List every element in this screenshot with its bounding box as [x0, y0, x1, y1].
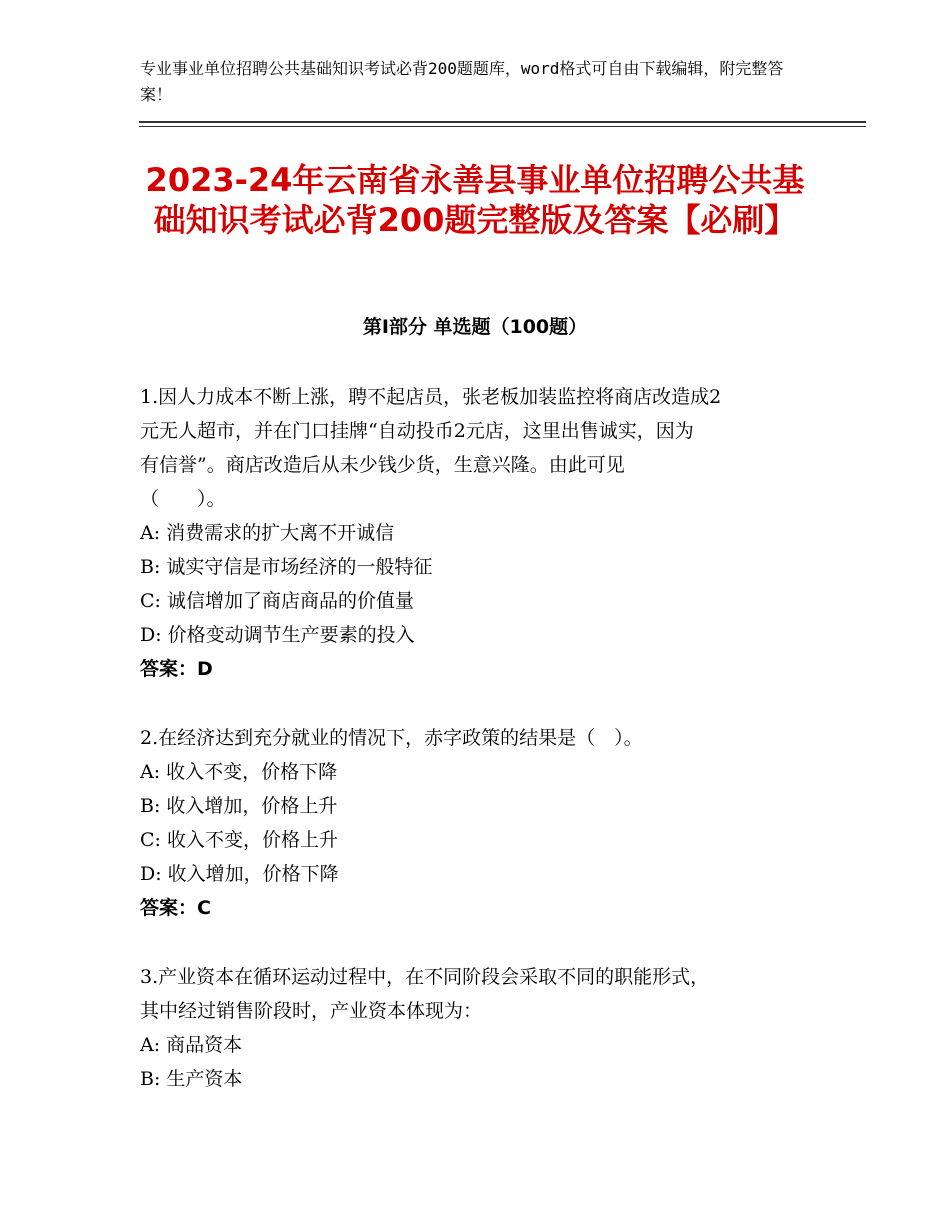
answer: 答案：C — [140, 897, 211, 919]
option-c: C: 收入不变，价格上升 — [140, 829, 338, 851]
question-stem-line: 有信誉”。商店改造后从未少钱少货，生意兴隆。由此可见 — [140, 454, 625, 476]
option-b: B: 收入增加，价格上升 — [140, 795, 338, 817]
question-stem-line: 3.产业资本在循环运动过程中，在不同阶段会采取不同的职能形式， — [140, 966, 710, 988]
question-3 — [140, 960, 820, 1096]
header-note: 专业事业单位招聘公共基础知识考试必背200题题库，word格式可自由下载编辑，附完整答案！ — [140, 59, 784, 104]
section-heading: 第Ⅰ部分 单选题（100题） — [362, 316, 588, 338]
header-rule-thick — [139, 121, 866, 123]
option-d: D: 价格变动调节生产要素的投入 — [140, 624, 415, 646]
question-stem-line: 元无人超市，并在门口挂牌“自动投币2元店，这里出售诚实，因为 — [140, 420, 694, 442]
header-rule-thin — [139, 126, 866, 127]
question-stem-line: 2.在经济达到充分就业的情况下，赤字政策的结果是（ ）。 — [140, 727, 643, 749]
option-a: A: 商品资本 — [140, 1034, 243, 1056]
option-b: B: 诚实守信是市场经济的一般特征 — [140, 556, 433, 578]
option-a: A: 消费需求的扩大离不开诚信 — [140, 522, 395, 544]
answer: 答案：D — [140, 658, 213, 680]
option-c: C: 诚信增加了商店商品的价值量 — [140, 590, 414, 612]
option-a: A: 收入不变，价格下降 — [140, 761, 338, 783]
document-title: 2023-24年云南省永善县事业单位招聘公共基础知识考试必背200题完整版及答案【必刷】 — [145, 161, 805, 239]
option-b: B: 生产资本 — [140, 1068, 243, 1090]
option-d: D: 收入增加，价格下降 — [140, 863, 339, 885]
question-stem-line: 其中经过销售阶段时，产业资本体现为： — [140, 1000, 483, 1022]
question-stem-line: （ ）。 — [140, 488, 226, 510]
question-1 — [140, 380, 820, 686]
question-2 — [140, 721, 820, 925]
question-stem-line: 1.因人力成本不断上涨，聘不起店员，张老板加装监控将商店改造成2 — [140, 386, 722, 408]
